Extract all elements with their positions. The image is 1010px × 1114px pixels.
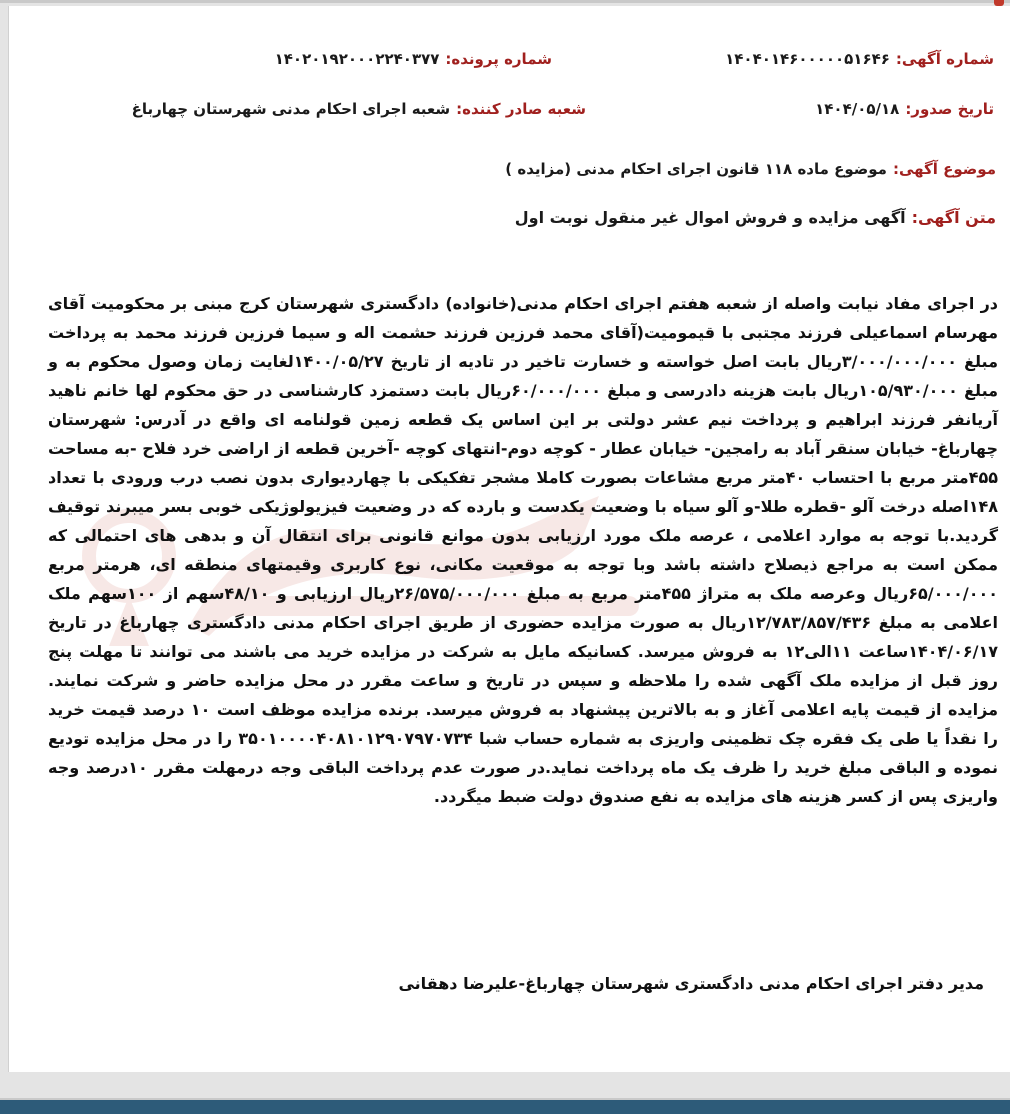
notice-number-value: ۱۴۰۴۰۱۴۶۰۰۰۰۰۵۱۶۴۶: [725, 50, 890, 68]
notice-number-field: [725, 50, 994, 68]
case-number-label: شماره پرونده:: [445, 50, 552, 68]
bottom-bar: [0, 1100, 1010, 1114]
notice-body: در اجرای مفاد نیابت واصله از شعبه هفتم اجرای احکام مدنی(خانواده) دادگستری شهرستان کرج مبنی بر محکومیت آقای مهرسام اسماعیلی فرزند مجتبی با قیمومیت(آقای محمد فرزین فرزند حشمت اله و سیما فرزین فرزند محمد به پرداخت مبلغ ۳/۰۰۰/۰۰۰/۰۰۰ریال بابت اصل خواسته و خسارت تاخیر در تادیه از تاریخ ۱۴۰۰/۰۵/۲۷لغایت زمان وصول محکوم به و مبلغ ۱۰۵/۹۳۰/۰۰۰ریال بابت هزینه دادرسی و مبلغ ۶۰/۰۰۰/۰۰۰ریال بابت دستمزد کارشناسی در حق محکوم لها خانم ناهید آریانفر فرزند ابراهیم و پرداخت نیم عشر دولتی بر این اساس یک قطعه زمین قولنامه ای واقع در آدرس: شهرستان چهارباغ- خیابان سنقر آباد به رامجین- خیابان عطار - کوچه دوم-انتهای کوچه -آخرین قطعه از اراضی خرد فلاح -به مساحت ۴۵۵متر مربع با احتساب ۴۰متر مربع مشاعات بصورت کاملا مشجر تفکیکی با چهاردیواری بدون نصب درب ورودی با تعداد ۱۴۸اصله درخت آلو -قطره طلا-و آلو سیاه با وضعیت یکدست و بارده که در وضعیت فیزیولوژیکی خوبی بسر میبرند توقیف گردید.با توجه به موارد اعلامی ، عرصه ملک مورد ارزیابی بدون موانع قانونی برای انتقال آن و بدهی های احتمالی که ممکن است به مراجع ذیصلاح داشته باشد وبا توجه به موقعیت مکانی، نوع کاربری وقیمتهای منطقه ای، هرمتر مربع ۶۵/۰۰۰/۰۰۰ریال وعرصه ملک به متراژ ۴۵۵متر مربع به مبلغ ۲۶/۵۷۵/۰۰۰/۰۰۰ریال ارزیابی و ۴۸/۱۰سهم از ۱۰۰سهم ملک اعلامی به مبلغ ۱۲/۷۸۳/۸۵۷/۴۳۶ریال به صورت مزایده حضوری از طریق اجرای احکام مدنی دادگستری چهارباغ در تاریخ ۱۴۰۴/۰۶/۱۷ساعت ۱۱الی۱۲ به فروش میرسد. کسانیکه مایل به شرکت در مزایده خرید می باشند می توانند تا مهلت پنج روز قبل از مزایده ملک آگهی شده را ملاحظه و سپس در تاریخ و ساعت مقرر در محل مزایده حاضر و شرکت نمایند. مزایده از قیمت پایه اعلامی آغاز و به بالاترین پیشنهاد به فروش میرسد. برنده مزایده موظف است ۱۰ درصد قیمت خرید را نقداً یا طی یک فقره چک تظمینی واریزی به شماره حساب شبا ۳۵۰۱۰۰۰۰۴۰۸۱۰۱۲۹۰۷۹۷۰۷۳۴ را در محل مزایده تودیع نموده و الباقی مبلغ خرید را ظرف یک ماه پرداخت نماید.در صورت عدم پرداخت الباقی وجه درمهلت مقرر ۱۰درصد وجه واریزی پس از کسر هزینه های مزایده به نفع صندوق دولت ضبط میگردد.: [48, 294, 999, 806]
text-title: آگهی مزایده و فروش اموال غیر منقول نوبت اول: [514, 208, 906, 227]
top-border: [0, 0, 1010, 3]
notice-number-label: شماره آگهی:: [895, 50, 994, 68]
case-number-value: ۱۴۰۲۰۱۹۲۰۰۰۲۲۴۰۳۷۷: [274, 50, 440, 68]
issue-date-value: ۱۴۰۴/۰۵/۱۸: [815, 100, 900, 118]
notice-panel: [8, 6, 1010, 1072]
issuer-field: [132, 100, 586, 118]
issuer-label: شعبه صادر کننده:: [456, 100, 586, 118]
issue-date-label: تاریخ صدور:: [905, 100, 994, 118]
issuer-value: شعبه اجرای احکام مدنی شهرستان چهارباغ: [131, 100, 451, 118]
issue-date-field: [815, 100, 994, 118]
subject-field: [505, 160, 996, 178]
text-title-field: [515, 208, 996, 227]
text-label: متن آگهی:: [911, 208, 996, 227]
signature: مدیر دفتر اجرای احکام مدنی دادگستری شهرستان چهارباغ-علیرضا دهقانی: [398, 974, 984, 993]
case-number-field: [275, 50, 552, 68]
subject-label: موضوع آگهی:: [892, 160, 996, 178]
subject-value: موضوع ماده ۱۱۸ قانون اجرای احکام مدنی (مزایده ): [505, 160, 887, 178]
